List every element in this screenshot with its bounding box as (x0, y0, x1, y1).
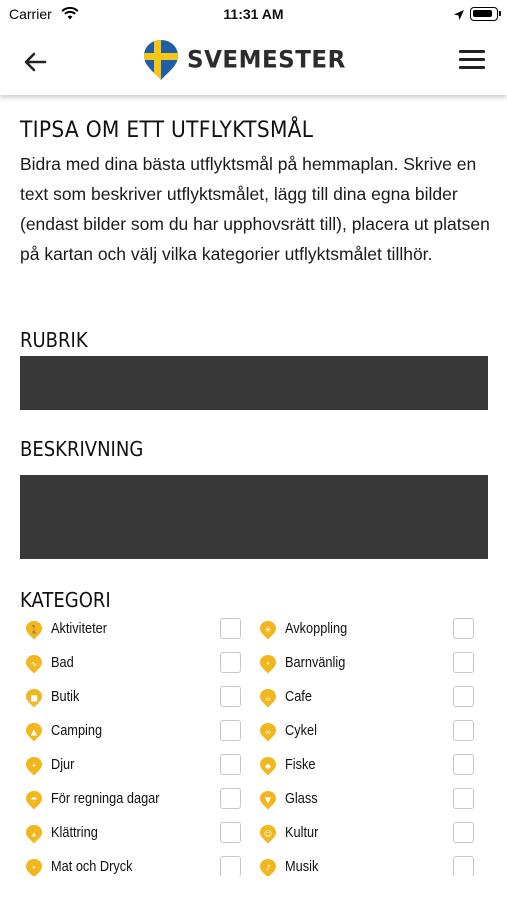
svg-text:∞: ∞ (264, 727, 272, 737)
category-item[interactable] (258, 618, 480, 642)
category-item[interactable] (258, 754, 480, 778)
ice-cream-icon (258, 790, 278, 810)
svg-text:🚶: 🚶 (29, 625, 39, 635)
svg-text:•: • (31, 863, 37, 873)
intro-section (20, 118, 488, 269)
fish-icon (258, 756, 278, 776)
music-icon (258, 858, 278, 876)
logo-text: SVEMESTER (187, 46, 346, 74)
svg-text:■: ■ (30, 693, 38, 703)
category-item[interactable] (24, 856, 246, 876)
hiker-icon (24, 620, 44, 640)
app-header (0, 30, 507, 95)
child-icon (258, 654, 278, 674)
category-item[interactable] (24, 652, 246, 676)
category-item[interactable] (24, 788, 246, 812)
climbing-icon (24, 824, 44, 844)
category-label: Kultur (285, 825, 319, 841)
status-bar (0, 0, 507, 30)
svg-text:▼: ▼ (264, 795, 272, 805)
category-label: Glass (285, 791, 318, 807)
tent-icon (24, 722, 44, 742)
category-checkbox[interactable] (453, 686, 474, 707)
category-item[interactable] (258, 720, 480, 744)
intro-text: Bidra med dina bästa utflyktsmål på hemmaplan. Skrive en text som beskriver utflyktsmålet, lägg till dina egna bilder (endast bilder som du har upphovsrätt till), placera ut platsen på kartan och välj vilka kategorier utflyktsmålet tillhör. (20, 154, 490, 264)
svg-text:∿: ∿ (30, 659, 38, 669)
category-checkbox[interactable] (453, 856, 474, 876)
category-checkbox[interactable] (220, 788, 241, 809)
category-label: Cafe (285, 689, 312, 705)
location-arrow-icon (453, 8, 465, 26)
category-checkbox[interactable] (220, 720, 241, 741)
food-icon (24, 858, 44, 876)
beskrivning-textarea[interactable] (20, 475, 488, 559)
category-checkbox[interactable] (453, 652, 474, 673)
svg-text:▴: ▴ (31, 829, 37, 839)
category-checkbox[interactable] (220, 754, 241, 775)
beskrivning-label: BESKRIVNING (20, 437, 144, 461)
category-item[interactable] (24, 618, 246, 642)
svg-text:☂: ☂ (30, 795, 38, 805)
svg-text:•: • (31, 761, 37, 771)
category-label: Bad (51, 655, 74, 671)
svg-text:☀: ☀ (264, 625, 272, 635)
bicycle-icon (258, 722, 278, 742)
category-checkbox[interactable] (220, 856, 241, 876)
category-label: Musik (285, 859, 319, 875)
category-item[interactable] (258, 788, 480, 812)
category-label: Fiske (285, 757, 316, 773)
category-label: Butik (51, 689, 80, 705)
clock: 11:31 AM (223, 6, 284, 22)
category-label: För regninga dagar (51, 791, 160, 807)
category-checkbox[interactable] (453, 822, 474, 843)
carrier-label: Carrier (9, 6, 52, 22)
category-grid (24, 618, 484, 876)
battery-icon (470, 7, 498, 21)
category-item[interactable] (24, 822, 246, 846)
svg-text:☕: ☕ (264, 693, 272, 703)
category-label: Camping (51, 723, 103, 739)
category-checkbox[interactable] (453, 720, 474, 741)
category-label: Barnvänlig (285, 655, 346, 671)
page-title: TIPSA OM ETT UTFLYKTSMÅL (20, 118, 314, 143)
svg-text:☺: ☺ (263, 829, 273, 839)
hamburger-menu-icon (459, 50, 485, 53)
back-button[interactable] (22, 48, 50, 76)
category-checkbox[interactable] (220, 822, 241, 843)
category-label: Klättring (51, 825, 98, 841)
rain-icon (24, 790, 44, 810)
category-label: Djur (51, 757, 75, 773)
rubrik-label: RUBRIK (20, 328, 88, 352)
category-item[interactable] (258, 856, 480, 876)
category-item[interactable] (24, 720, 246, 744)
category-label: Cykel (285, 723, 317, 739)
svg-text:◆: ◆ (264, 761, 272, 771)
category-label: Aktiviteter (51, 621, 108, 637)
category-checkbox[interactable] (453, 618, 474, 639)
category-item[interactable] (258, 652, 480, 676)
category-checkbox[interactable] (220, 618, 241, 639)
logo[interactable] (143, 38, 346, 82)
svg-text:♪: ♪ (265, 863, 271, 873)
category-checkbox[interactable] (220, 652, 241, 673)
category-item[interactable] (24, 754, 246, 778)
back-arrow-icon (22, 48, 50, 76)
sun-icon (258, 620, 278, 640)
category-label: Mat och Dryck (51, 859, 133, 875)
category-checkbox[interactable] (220, 686, 241, 707)
swimmer-icon (24, 654, 44, 674)
category-label: Avkoppling (285, 621, 348, 637)
menu-button[interactable] (459, 50, 485, 72)
category-checkbox[interactable] (453, 754, 474, 775)
rubrik-input[interactable] (20, 356, 488, 410)
paw-icon (24, 756, 44, 776)
coffee-icon (258, 688, 278, 708)
svg-text:•: • (265, 659, 271, 669)
shop-icon (24, 688, 44, 708)
theater-icon (258, 824, 278, 844)
sweden-flag-pin-icon (143, 39, 179, 81)
category-item[interactable] (258, 686, 480, 710)
svg-text:▲: ▲ (30, 727, 38, 737)
kategori-label: KATEGORI (20, 588, 111, 612)
category-item[interactable] (258, 822, 480, 846)
category-checkbox[interactable] (453, 788, 474, 809)
category-item[interactable] (24, 686, 246, 710)
